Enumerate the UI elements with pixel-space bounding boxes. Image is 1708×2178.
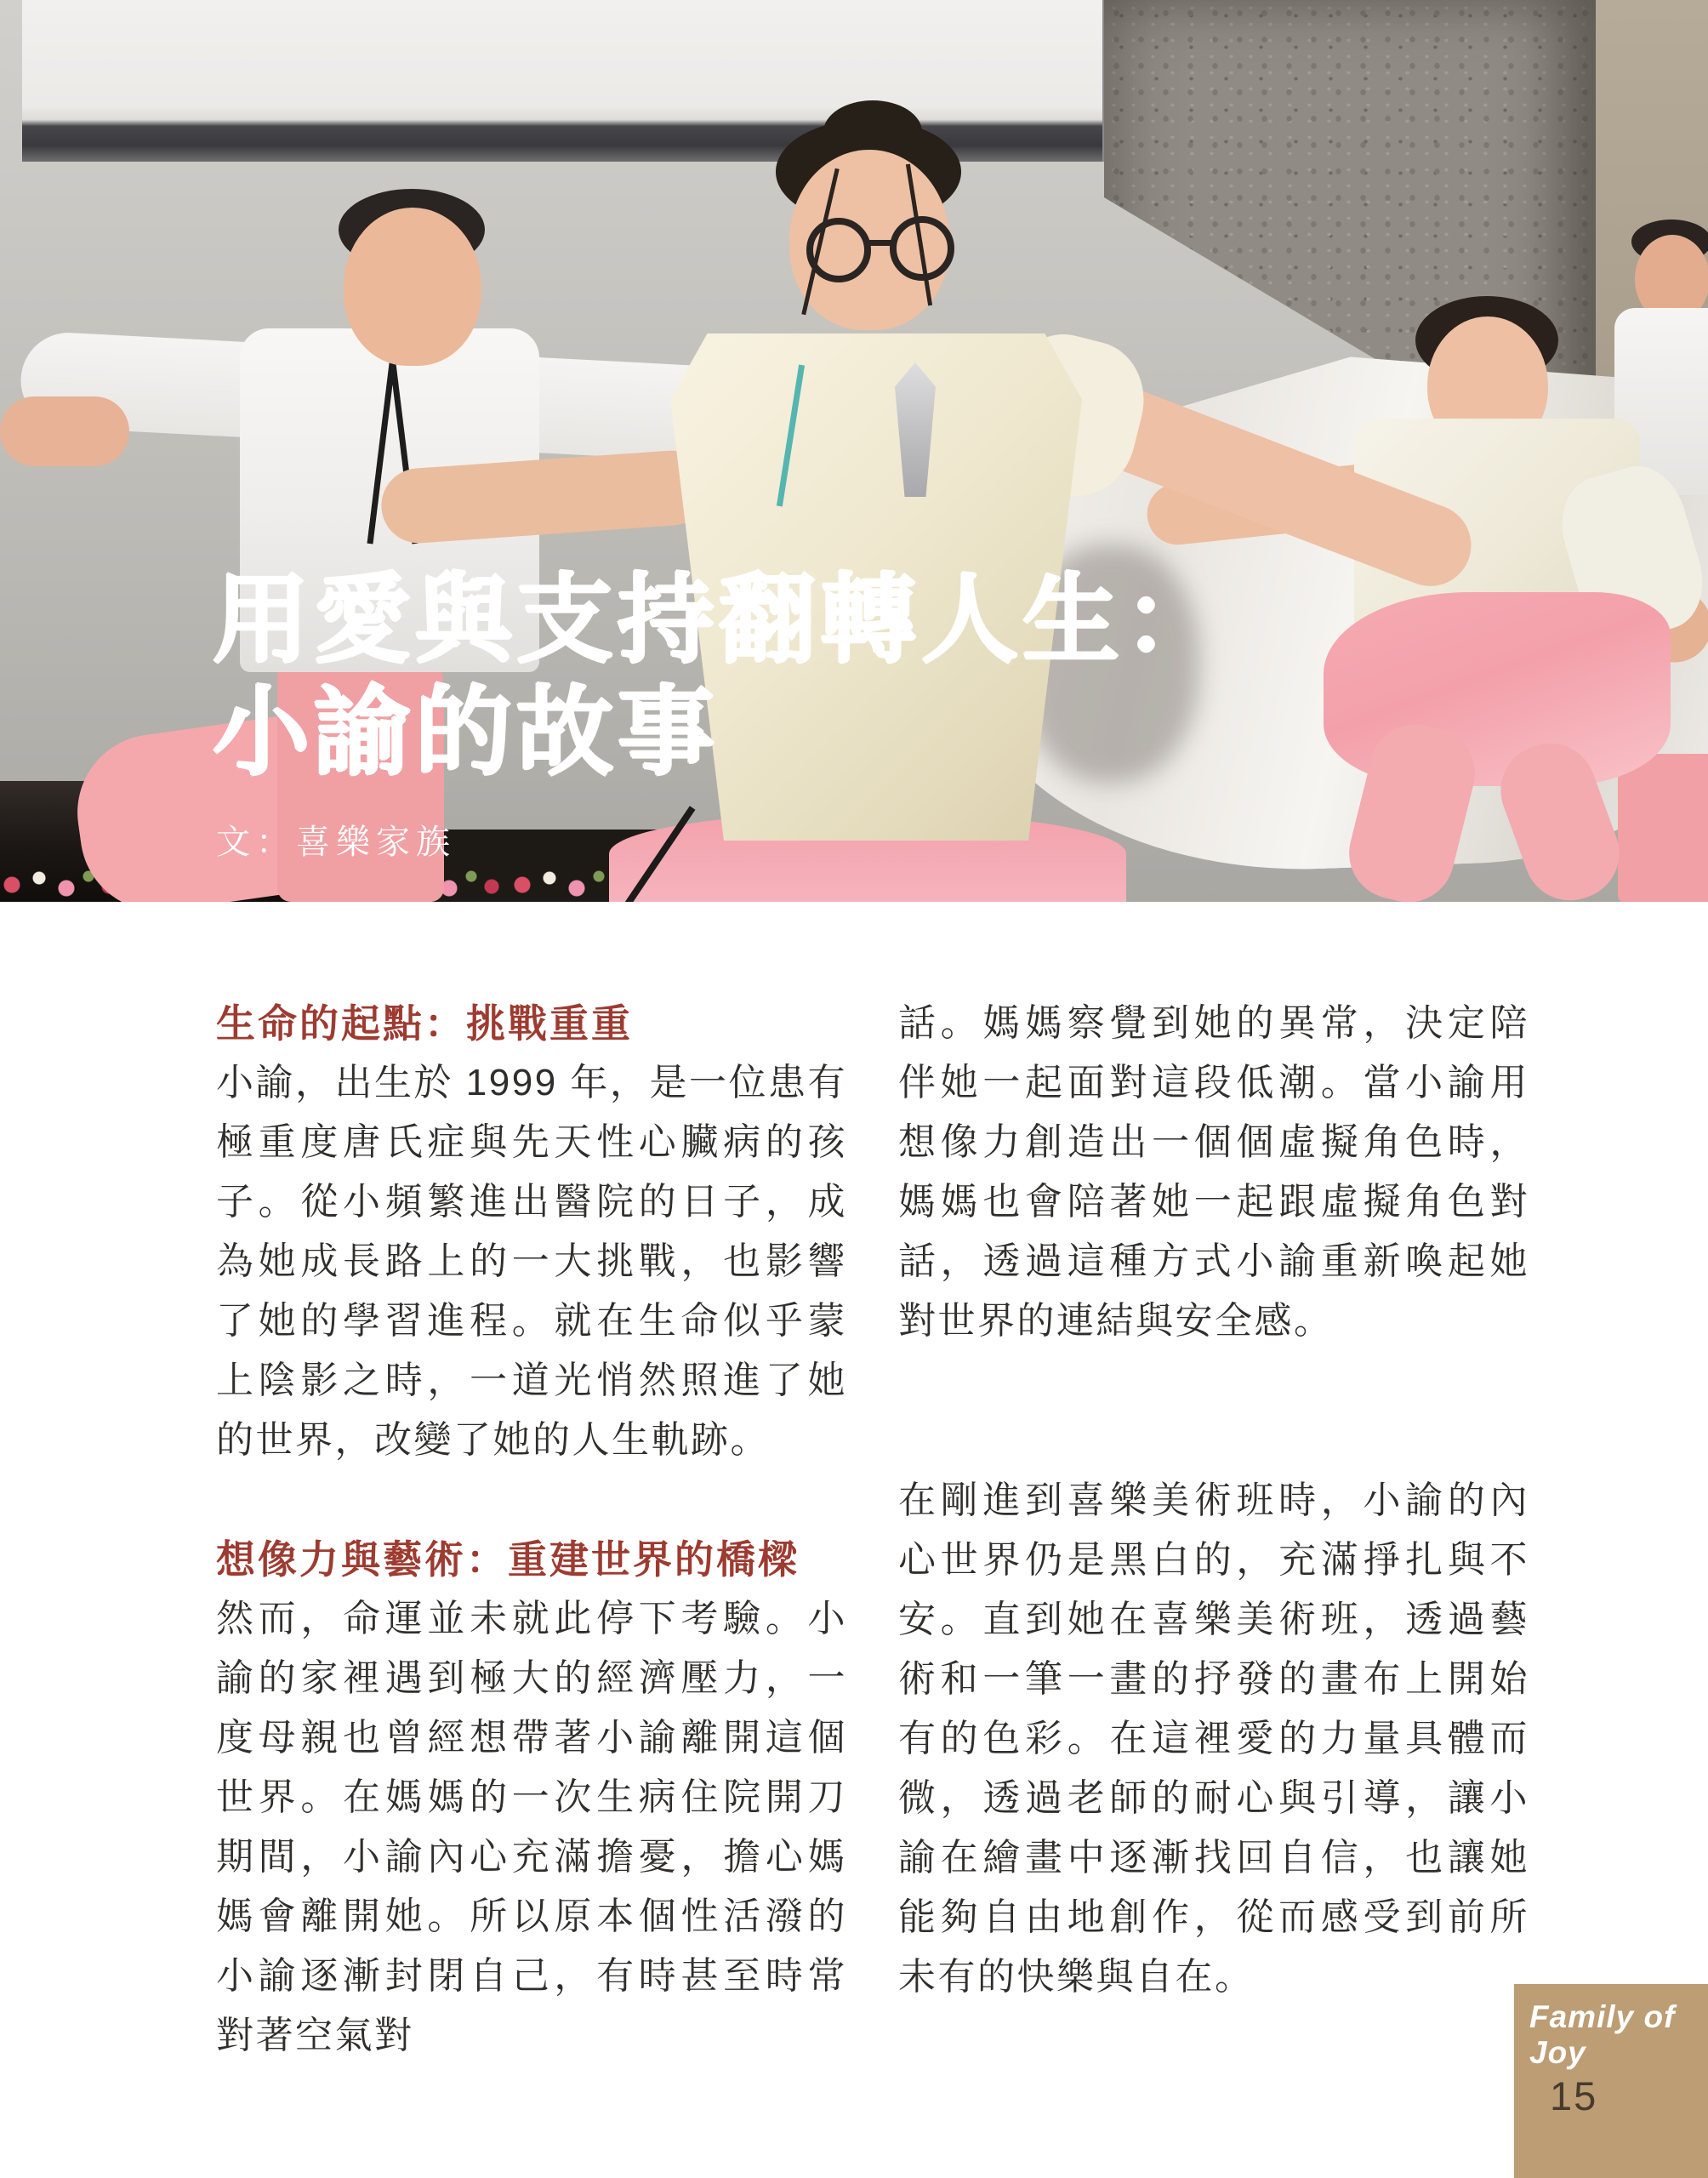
section-paragraph: 小諭，出生於 1999 年，是一位患有極重度唐氏症與先天性心臟病的孩子。從小頻繁進出醫院的日子，成為她成長路上的一大挑戰，也影響了她的學習進程。就在生命似乎蒙上陰影之時，一道光悄然照進了她的世界，改變了她的人生軌跡。	[216, 1062, 847, 1461]
section-paragraph: 在剛進到喜樂美術班時，小諭的內心世界仍是黑白的，充滿掙扎與不安。直到她在喜樂美術班，透過藝術和一筆一畫的抒發的畫布上開始有的色彩。在這裡愛的力量具體而微，透過老師的耐心與引導，讓小諭在繪畫中逐漸找回自信，也讓她能夠自由地創作，從而感受到前所未有的快樂與自在。	[898, 1480, 1529, 1998]
dancer-center-glasses-bridge	[866, 240, 895, 246]
section-heading: 生命的起點：挑戰重重	[216, 1001, 633, 1046]
hero-photo	[0, 0, 1708, 902]
section-paragraph: 然而，命運並未就此停下考驗。小諭的家裡遇到極大的經濟壓力，一度母親也曾經想帶著小諭離開這個世界。在媽媽的一次生病住院開刀期間，小諭內心充滿擔憂，擔心媽媽會離開她。所以原本個性活潑的小諭逐漸封閉自己，有時甚至時常對著空氣對	[216, 1598, 847, 2056]
article-column-right	[898, 994, 1529, 2007]
article-title-line1: 用愛與支持翻轉人生：	[213, 567, 1226, 675]
dancer-center-glasses	[806, 218, 871, 282]
article-column-left	[216, 994, 847, 2066]
projection-screen	[22, 0, 1116, 162]
dancer-far-right-pants	[1618, 754, 1708, 902]
footer-brand-block	[1514, 1984, 1708, 2178]
section-heading: 想像力與藝術：重建世界的橋樑	[216, 1537, 800, 1582]
dancer-left-head	[344, 208, 481, 366]
article-byline: 文：喜樂家族	[216, 824, 456, 861]
section-paragraph: 話。媽媽察覺到她的異常，決定陪伴她一起面對這段低潮。當小諭用想像力創造出一個個虛擬角色時，媽媽也會陪著她一起跟虛擬角色對話，透過這種方式小諭重新喚起她對世界的連結與安全感。	[898, 1002, 1529, 1342]
article-title-line2: 小諭的故事	[213, 679, 720, 787]
dancer-center-glasses	[890, 216, 954, 281]
page-number: 15	[1550, 2073, 1598, 2118]
brand-logotype: Family of Joy	[1529, 1999, 1676, 2070]
dancer-left-forearm	[0, 396, 129, 466]
